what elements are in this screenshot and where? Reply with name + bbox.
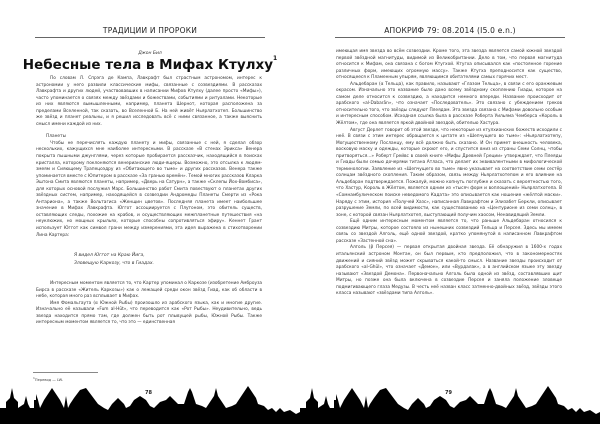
right-page bbox=[300, 0, 600, 424]
planets-paragraph: Чтобы не перечислять каждую планету и мифы, связанные с ней, я сделал обзор нескольких, кажущихся мне наиболее интересными. В рассказе «В стенах Эрикса» Венера покрыта пышными джунглями, через которые пробирается рассказчик, находящийся в поисках кристалла, которому поклоняются венерианские люди-ящеры. Возможно, это отсылка к людям-змеям и Сияющему Трапецоэдру из «Обитающего во тьме» и других рассказов. Венера также упоминается вместе с Юпитером в рассказе «За гранью времён». Темой многих рассказов Кларка Эштона Смита являются планеты, например, «Дверь на Сатурн», а также «Склепы Йох-Вомбиса», для которых основой послужил Марс. Большинство работ Смита повествуют о планетах других звёздных систем, например, находящейся в созвездии Андромеды Планеты Смерти из «Рока Антариона», а также Вольтагиса «Женщин цветов». Последняя планета имеет наибольшее значение в Мифах Лавкрафта. Юггот ассоциируется с Плутоном, это обитель существ, оставляющих следы, похожие на крабов, и осуществляющих межпланетные путешествия «на неуклюжих, но мощных крыльях, которые способны сопротивляться эфиру». Кеннет Грант использует Юггот как символ грани между измерениями, эта идея выражена в стихотворении Лина Картера: bbox=[36, 140, 262, 238]
footnote-marker: 1 bbox=[33, 376, 35, 380]
skyline-left bbox=[0, 386, 300, 424]
intro-paragraph: По словам Л. Спрэга де Кампа, Лавкрафт был страстным астрономом, интерес к астрономии у него развили классические мифы, связанные с созвездиями. В рассказах Лавкрафта и других людей, участвовавших в написании Мифов Ктулху (далее просто «Мифы»), часто упоминается о связях между звёздами и божествами, событиями и ритуалами. Некоторые из них являются вымышленными, например, планета Шернот, которая расположена за пределами Вселенной, так сказать, во Вселенной Б. На ней живёт Ньярлатхотеп. Большинство же звёзд и планет реальны, и я решил исследовать всё с ними связанное, а также выяснить смысл имени каждой из них. bbox=[36, 76, 262, 127]
city-skyline-decoration bbox=[0, 374, 600, 424]
right-paragraph: Альдебаран (α Тельца), как правило, называют «Глазом Тельца», в связи с его оранжевым окрасом. Изначально это название было дано всему звёздному скоплению Гиады, которое на самом деле относится к созвездию, а находится немного впереди. Название происходит от арабского «al-Dabarān», что означает «Последователь». Это связано с убеждением греков относительно того, что звёзды следуют Плеядам. Эта звезда связана с Мифами довольно особым и интересным способом. Исходная ссылка была в рассказе Роберта Уильяма Чемберса «Король в Жёлтом», где она является яркой двойной звездой, обителью Хастура. bbox=[336, 81, 562, 127]
footnote-text: Перевод — LW. bbox=[34, 378, 63, 383]
left-column-text bbox=[36, 76, 262, 327]
header-rule bbox=[335, 37, 565, 38]
page-number-left: 78 bbox=[145, 390, 152, 396]
poem-quote bbox=[74, 252, 262, 268]
running-head-issue: АПОКРИФ 79: 08.2014 (Ⅰ5.0 e.n.) bbox=[384, 26, 516, 35]
footnote-rule bbox=[33, 372, 98, 373]
poem-line: Зловещую Каркозу, что в Гиадах. bbox=[74, 261, 154, 267]
right-column-text bbox=[336, 49, 562, 298]
carcosa-paragraph: Интересным моментом является то, что Картер упоминал о Каркозе (изобретение Амброуза Бирса в рассказе «Житель Каркозы») как о лежащей среди окон звёзд Гиад, как об области в небе, которая много раз всплывает в Мифах. bbox=[36, 281, 262, 300]
right-paragraph: Алголь (β Персея) — первая открытая двойная звезда. Её обнаружил в 1600-х годах итальянский астроном Монтан, он был первым, кто предположил, что в закономерностях движений и сияний звёзд может скрываться какой-то смысл. Название звезды происходит от арабского «al-Ghūl», что означает «Демон», или «Вурдалак», а в английском языке эту звезду называют «Звездой Демона». Первоначально Алголь была одной из звёзд, составлявших щит Митры, но позже она была включена в созвездие Персея и заняла положение зловеще подмигивающего глаза Медузы. В честь неё назван класс затменно-двойных звёзд, звёзды этого класса называют «звёздами типа Алголь». bbox=[336, 245, 562, 297]
article-title bbox=[0, 57, 300, 73]
page-number-right: 79 bbox=[445, 390, 452, 396]
running-head-section: ТРАДИЦИИ И ПРОРОКИ bbox=[102, 26, 198, 35]
poem-line: Я видел Юггот на Краю Йига, bbox=[74, 253, 145, 259]
section-heading-planets: Планеты bbox=[46, 134, 66, 140]
right-paragraph: имеющая имя звезда во всём созвездии. Кроме того, эта звезда является самой южной звездой первой звёздной магнитуды, видимой из Великобритании. Дело в том, что первая магнитуда относится к Мифам, она связана с богом Ктугхой. Ктугха описывался как «постоянное горение различных форм, имеющих огромную массу». Также Ктугха преподносится как существо, относящееся к Пламенным упырям, являющимся обитателями самых горячих мест. bbox=[336, 49, 562, 81]
right-paragraph: Август Дерлет говорит об этой звезде, что некоторые из ктулхианских божеств исходили с неё. В связи с этим интерес обращается к цитате из «Шепчущего во тьме»: «Ньярлатхотепу, Могущественному Посланцу, ему всё должно быть сказано. И Он примет внешность человека, восковую маску и одежды, которые скроют его, и спустится вниз из страны Семи Солнц, чтобы притворяться...» Роберт Грейвс в своей книге «Мифы Древней Греции» утверждает, что Плеяды и Гиады были семью дочерями титана Атласа, что делает их эквивалентными в мифологической терминологии. Заявление из «Шепчущего во тьме» явно указывает на соответствие семи сестёр солнцам звёздного скопления. Таким образом, связь между Ньярлатхотепом и его влияние на Альдебаран подтверждается. Пожалуй, можно копнуть поглубже и сказать с вероятностью того, что Хастур, Король в Жёлтом, является одним из «тысяч форм и воплощений» Ньярлатхотепа. В «Сомнамбулическом поиске неведомого Кадата» это описывается как ношение «жёлтой маски». Наряду с этим, история «Получей Хазс», написанная Лавкрафтом и Элизабет Беркли, описывает разрушение Земли, по всей видимости, как существованию на «Центурионе из семи солнц», в зоне, с которой связан Ньярлатхотеп, выступающий получим хаосом, Ненавидящий Земли. bbox=[336, 127, 562, 218]
footnote-ref[interactable]: 1 bbox=[273, 55, 278, 62]
article-author: Джон Бил bbox=[138, 51, 162, 56]
skyline-right bbox=[300, 386, 600, 424]
right-paragraph: Ещё одним интересным моментом является то, что раньше Альдебаран относился к созвездию Митры, которое состояло из нынешних созвездий Тельца и Персея. Здесь мы имеем связь со звездой Алголь, ещё одной звездой, кратко упомянутой в написанном Лавкрафтом рассказе «Застенной сна». bbox=[336, 219, 562, 244]
header-rule bbox=[35, 37, 265, 38]
fomalhaut-paragraph: Имя Фомальгаута (α Южной Рыбы) произошло из арабского языка, как и многие другие. Изначально её называли «Fum al-Hūt», что переводится как «Рот Рыбы». Неудивительно, ведь звезда находится прямо там, где должен быть рот плывущей рыбы, Южной Рыбы. Также интересным моментом является то, что это — единственная bbox=[36, 300, 262, 326]
article-title-text: Небесные тела в Мифах Ктулху bbox=[22, 57, 274, 73]
